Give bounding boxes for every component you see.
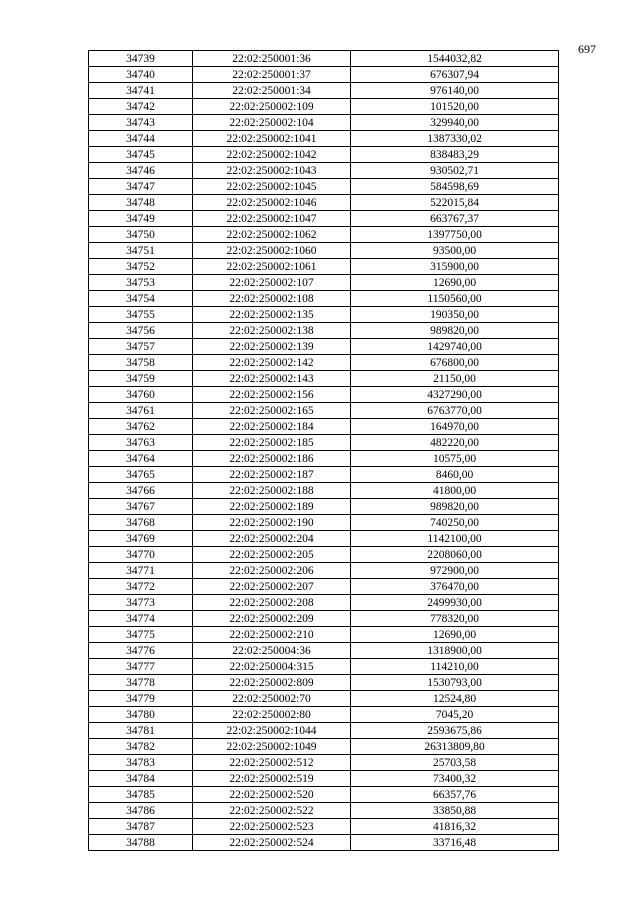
cadastral-number-cell: 22:02:250002:189 — [193, 499, 351, 515]
value-cell: 12524,80 — [351, 691, 559, 707]
cadastral-number-cell: 22:02:250002:524 — [193, 835, 351, 851]
table-row — [89, 707, 559, 723]
cadastral-number-cell: 22:02:250002:1046 — [193, 195, 351, 211]
record-number-cell: 34752 — [89, 259, 193, 275]
table-row — [89, 739, 559, 755]
record-number-cell: 34775 — [89, 627, 193, 643]
record-number-cell: 34760 — [89, 387, 193, 403]
cadastral-number-cell: 22:02:250002:519 — [193, 771, 351, 787]
table-row — [89, 579, 559, 595]
table-row — [89, 67, 559, 83]
record-number-cell: 34743 — [89, 115, 193, 131]
table-row — [89, 259, 559, 275]
cadastral-number-cell: 22:02:250001:36 — [193, 51, 351, 67]
table-row — [89, 675, 559, 691]
record-number-cell: 34758 — [89, 355, 193, 371]
table-row — [89, 787, 559, 803]
value-cell: 989820,00 — [351, 499, 559, 515]
table-row — [89, 595, 559, 611]
table-row — [89, 211, 559, 227]
value-cell: 21150,00 — [351, 371, 559, 387]
cadastral-number-cell: 22:02:250002:1047 — [193, 211, 351, 227]
table-row — [89, 467, 559, 483]
record-number-cell: 34769 — [89, 531, 193, 547]
record-number-cell: 34772 — [89, 579, 193, 595]
cadastral-number-cell: 22:02:250002:109 — [193, 99, 351, 115]
table-row — [89, 291, 559, 307]
table-row — [89, 131, 559, 147]
value-cell: 930502,71 — [351, 163, 559, 179]
value-cell: 972900,00 — [351, 563, 559, 579]
cadastral-number-cell: 22:02:250002:139 — [193, 339, 351, 355]
table-row — [89, 99, 559, 115]
cadastral-number-cell: 22:02:250002:523 — [193, 819, 351, 835]
record-number-cell: 34751 — [89, 243, 193, 259]
value-cell: 482220,00 — [351, 435, 559, 451]
record-number-cell: 34742 — [89, 99, 193, 115]
table-row — [89, 227, 559, 243]
registry-table — [88, 50, 559, 851]
value-cell: 66357,76 — [351, 787, 559, 803]
table-row — [89, 547, 559, 563]
value-cell: 8460,00 — [351, 467, 559, 483]
table-row — [89, 387, 559, 403]
table-row — [89, 515, 559, 531]
value-cell: 663767,37 — [351, 211, 559, 227]
value-cell: 41800,00 — [351, 483, 559, 499]
value-cell: 12690,00 — [351, 627, 559, 643]
record-number-cell: 34750 — [89, 227, 193, 243]
table-row — [89, 419, 559, 435]
cadastral-number-cell: 22:02:250002:209 — [193, 611, 351, 627]
record-number-cell: 34744 — [89, 131, 193, 147]
record-number-cell: 34787 — [89, 819, 193, 835]
value-cell: 101520,00 — [351, 99, 559, 115]
cadastral-number-cell: 22:02:250002:512 — [193, 755, 351, 771]
cadastral-number-cell: 22:02:250002:1060 — [193, 243, 351, 259]
table-row — [89, 691, 559, 707]
cadastral-number-cell: 22:02:250002:210 — [193, 627, 351, 643]
value-cell: 1544032,82 — [351, 51, 559, 67]
value-cell: 6763770,00 — [351, 403, 559, 419]
table-row — [89, 755, 559, 771]
cadastral-number-cell: 22:02:250002:809 — [193, 675, 351, 691]
value-cell: 33850,88 — [351, 803, 559, 819]
value-cell: 989820,00 — [351, 323, 559, 339]
table-row — [89, 643, 559, 659]
value-cell: 315900,00 — [351, 259, 559, 275]
table-row — [89, 563, 559, 579]
cadastral-number-cell: 22:02:250002:190 — [193, 515, 351, 531]
cadastral-number-cell: 22:02:250002:1061 — [193, 259, 351, 275]
record-number-cell: 34782 — [89, 739, 193, 755]
record-number-cell: 34773 — [89, 595, 193, 611]
cadastral-number-cell: 22:02:250002:142 — [193, 355, 351, 371]
table-row — [89, 435, 559, 451]
cadastral-number-cell: 22:02:250002:184 — [193, 419, 351, 435]
record-number-cell: 34740 — [89, 67, 193, 83]
value-cell: 522015,84 — [351, 195, 559, 211]
cadastral-number-cell: 22:02:250002:522 — [193, 803, 351, 819]
table-row — [89, 163, 559, 179]
cadastral-number-cell: 22:02:250002:1043 — [193, 163, 351, 179]
value-cell: 73400,32 — [351, 771, 559, 787]
cadastral-number-cell: 22:02:250002:206 — [193, 563, 351, 579]
record-number-cell: 34741 — [89, 83, 193, 99]
registry-table-body — [89, 51, 559, 851]
value-cell: 2593675,86 — [351, 723, 559, 739]
table-row — [89, 243, 559, 259]
value-cell: 25703,58 — [351, 755, 559, 771]
value-cell: 329940,00 — [351, 115, 559, 131]
value-cell: 12690,00 — [351, 275, 559, 291]
cadastral-number-cell: 22:02:250002:1041 — [193, 131, 351, 147]
record-number-cell: 34759 — [89, 371, 193, 387]
record-number-cell: 34786 — [89, 803, 193, 819]
record-number-cell: 34778 — [89, 675, 193, 691]
cadastral-number-cell: 22:02:250002:208 — [193, 595, 351, 611]
cadastral-number-cell: 22:02:250002:520 — [193, 787, 351, 803]
value-cell: 376470,00 — [351, 579, 559, 595]
cadastral-number-cell: 22:02:250004:36 — [193, 643, 351, 659]
table-row — [89, 195, 559, 211]
value-cell: 778320,00 — [351, 611, 559, 627]
record-number-cell: 34784 — [89, 771, 193, 787]
record-number-cell: 34765 — [89, 467, 193, 483]
table-row — [89, 275, 559, 291]
table-row — [89, 83, 559, 99]
record-number-cell: 34739 — [89, 51, 193, 67]
table-row — [89, 483, 559, 499]
cadastral-number-cell: 22:02:250002:70 — [193, 691, 351, 707]
value-cell: 93500,00 — [351, 243, 559, 259]
value-cell: 7045,20 — [351, 707, 559, 723]
table-row — [89, 371, 559, 387]
record-number-cell: 34749 — [89, 211, 193, 227]
value-cell: 2208060,00 — [351, 547, 559, 563]
record-number-cell: 34783 — [89, 755, 193, 771]
cadastral-number-cell: 22:02:250002:138 — [193, 323, 351, 339]
value-cell: 1142100,00 — [351, 531, 559, 547]
value-cell: 33716,48 — [351, 835, 559, 851]
value-cell: 2499930,00 — [351, 595, 559, 611]
value-cell: 1530793,00 — [351, 675, 559, 691]
cadastral-number-cell: 22:02:250004:315 — [193, 659, 351, 675]
table-row — [89, 819, 559, 835]
value-cell: 1150560,00 — [351, 291, 559, 307]
record-number-cell: 34755 — [89, 307, 193, 323]
record-number-cell: 34748 — [89, 195, 193, 211]
value-cell: 1429740,00 — [351, 339, 559, 355]
cadastral-number-cell: 22:02:250002:165 — [193, 403, 351, 419]
page-number: 697 — [578, 42, 596, 56]
table-row — [89, 499, 559, 515]
record-number-cell: 34763 — [89, 435, 193, 451]
value-cell: 10575,00 — [351, 451, 559, 467]
value-cell: 114210,00 — [351, 659, 559, 675]
table-row — [89, 723, 559, 739]
cadastral-number-cell: 22:02:250002:1044 — [193, 723, 351, 739]
value-cell: 676307,94 — [351, 67, 559, 83]
record-number-cell: 34745 — [89, 147, 193, 163]
record-number-cell: 34761 — [89, 403, 193, 419]
value-cell: 1318900,00 — [351, 643, 559, 659]
record-number-cell: 34771 — [89, 563, 193, 579]
record-number-cell: 34779 — [89, 691, 193, 707]
cadastral-number-cell: 22:02:250002:107 — [193, 275, 351, 291]
table-row — [89, 339, 559, 355]
cadastral-number-cell: 22:02:250002:143 — [193, 371, 351, 387]
cadastral-number-cell: 22:02:250002:1045 — [193, 179, 351, 195]
record-number-cell: 34768 — [89, 515, 193, 531]
table-row — [89, 115, 559, 131]
record-number-cell: 34776 — [89, 643, 193, 659]
value-cell: 740250,00 — [351, 515, 559, 531]
cadastral-number-cell: 22:02:250002:205 — [193, 547, 351, 563]
cadastral-number-cell: 22:02:250002:188 — [193, 483, 351, 499]
record-number-cell: 34767 — [89, 499, 193, 515]
cadastral-number-cell: 22:02:250002:80 — [193, 707, 351, 723]
table-row — [89, 803, 559, 819]
value-cell: 838483,29 — [351, 147, 559, 163]
cadastral-number-cell: 22:02:250001:37 — [193, 67, 351, 83]
record-number-cell: 34747 — [89, 179, 193, 195]
cadastral-number-cell: 22:02:250002:187 — [193, 467, 351, 483]
table-row — [89, 611, 559, 627]
record-number-cell: 34746 — [89, 163, 193, 179]
record-number-cell: 34766 — [89, 483, 193, 499]
value-cell: 164970,00 — [351, 419, 559, 435]
record-number-cell: 34774 — [89, 611, 193, 627]
cadastral-number-cell: 22:02:250002:104 — [193, 115, 351, 131]
table-row — [89, 51, 559, 67]
table-row — [89, 403, 559, 419]
record-number-cell: 34785 — [89, 787, 193, 803]
cadastral-number-cell: 22:02:250002:185 — [193, 435, 351, 451]
record-number-cell: 34788 — [89, 835, 193, 851]
record-number-cell: 34770 — [89, 547, 193, 563]
value-cell: 976140,00 — [351, 83, 559, 99]
record-number-cell: 34781 — [89, 723, 193, 739]
table-row — [89, 147, 559, 163]
record-number-cell: 34780 — [89, 707, 193, 723]
table-row — [89, 179, 559, 195]
value-cell: 1387330,02 — [351, 131, 559, 147]
table-row — [89, 451, 559, 467]
table-row — [89, 355, 559, 371]
record-number-cell: 34756 — [89, 323, 193, 339]
cadastral-number-cell: 22:02:250002:204 — [193, 531, 351, 547]
record-number-cell: 34753 — [89, 275, 193, 291]
cadastral-number-cell: 22:02:250002:108 — [193, 291, 351, 307]
cadastral-number-cell: 22:02:250002:1049 — [193, 739, 351, 755]
cadastral-number-cell: 22:02:250001:34 — [193, 83, 351, 99]
record-number-cell: 34762 — [89, 419, 193, 435]
record-number-cell: 34777 — [89, 659, 193, 675]
cadastral-number-cell: 22:02:250002:186 — [193, 451, 351, 467]
cadastral-number-cell: 22:02:250002:1042 — [193, 147, 351, 163]
value-cell: 4327290,00 — [351, 387, 559, 403]
value-cell: 26313809,80 — [351, 739, 559, 755]
table-row — [89, 659, 559, 675]
cadastral-number-cell: 22:02:250002:1062 — [193, 227, 351, 243]
table-row — [89, 307, 559, 323]
table-row — [89, 531, 559, 547]
value-cell: 1397750,00 — [351, 227, 559, 243]
value-cell: 190350,00 — [351, 307, 559, 323]
value-cell: 41816,32 — [351, 819, 559, 835]
table-row — [89, 627, 559, 643]
record-number-cell: 34764 — [89, 451, 193, 467]
record-number-cell: 34754 — [89, 291, 193, 307]
cadastral-number-cell: 22:02:250002:207 — [193, 579, 351, 595]
cadastral-number-cell: 22:02:250002:135 — [193, 307, 351, 323]
table-row — [89, 835, 559, 851]
value-cell: 584598,69 — [351, 179, 559, 195]
value-cell: 676800,00 — [351, 355, 559, 371]
table-row — [89, 771, 559, 787]
table-row — [89, 323, 559, 339]
record-number-cell: 34757 — [89, 339, 193, 355]
cadastral-number-cell: 22:02:250002:156 — [193, 387, 351, 403]
